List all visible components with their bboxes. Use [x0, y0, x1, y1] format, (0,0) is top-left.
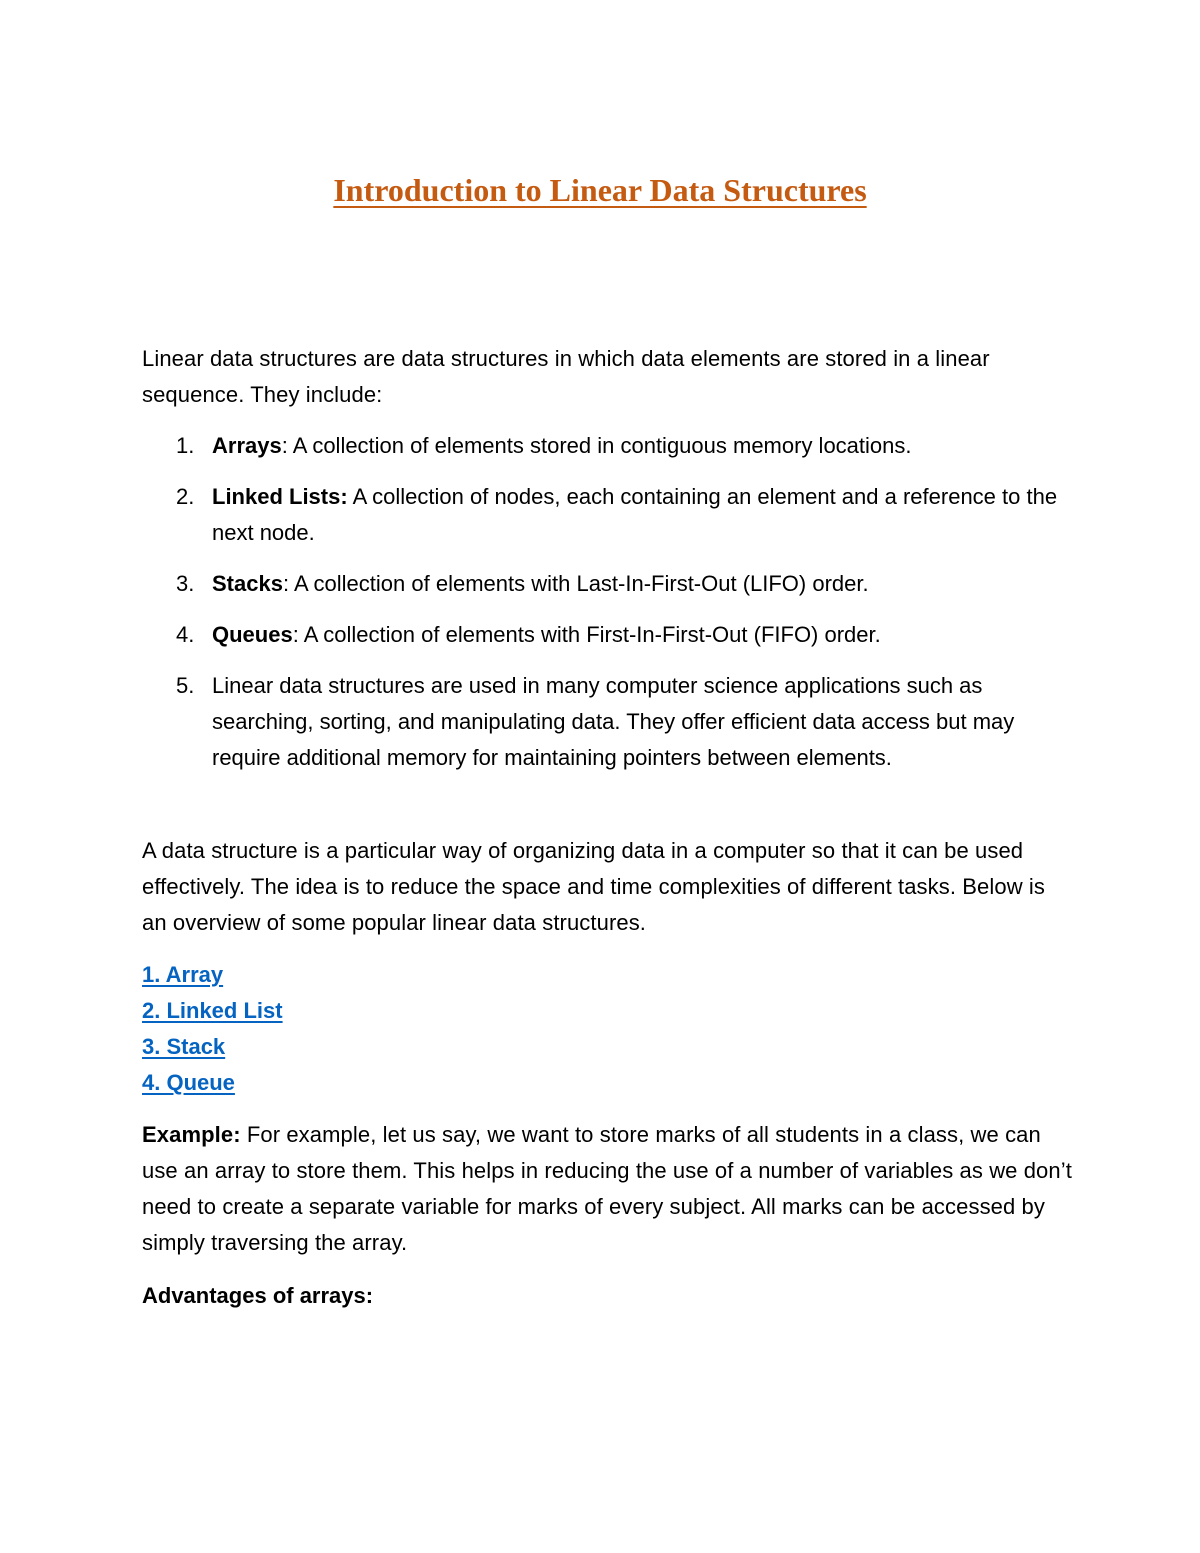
list-term: Linked Lists: [212, 484, 348, 509]
list-text: A collection of elements stored in contiguous memory locations. [287, 433, 912, 458]
list-term: Stacks [212, 571, 283, 596]
example-paragraph [142, 1117, 1072, 1261]
document-title: Introduction to Linear Data Structures [333, 172, 867, 208]
list-sep: : [282, 571, 290, 596]
link-list [142, 957, 742, 1101]
link-stack[interactable]: 3. Stack [142, 1034, 226, 1059]
list-item [142, 617, 1072, 653]
list-item [142, 479, 1072, 551]
list-text: A collection of elements with Last-In-First-Out (LIFO) order. [289, 571, 869, 596]
intro-paragraph: Linear data structures are data structures in which data elements are stored in a linear sequence. They include: [142, 346, 990, 407]
list-sep: : [281, 433, 288, 458]
list-item [142, 428, 1072, 464]
list-item [142, 668, 1072, 776]
list-term: Arrays [212, 433, 282, 458]
numbered-list [142, 428, 1072, 791]
advantages-heading: Advantages of arrays: [142, 1283, 374, 1308]
list-text: A collection of nodes, each containing an element and a reference to the next node. [212, 484, 1058, 545]
list-term: Queues [212, 622, 293, 647]
overview-paragraph: A data structure is a particular way of organizing data in a computer so that it can be used effectively. The idea is to reduce the space and time complexities of different tasks. Below is an overview of some popular linear data structures. [142, 838, 1046, 935]
list-number: 1. [176, 433, 195, 458]
link-array[interactable]: 1. Array [142, 962, 224, 987]
example-text: For example, let us say, we want to store marks of all students in a class, we can use an array to store them. This helps in reducing the use of a number of variables as we don’t need to create a separate variable for marks of every subject. All marks can be accessed by simply traversing the array. [142, 1122, 1072, 1255]
list-text: A collection of elements with First-In-First-Out (FIFO) order. [298, 622, 881, 647]
list-number: 5. [176, 673, 195, 698]
list-number: 3. [176, 571, 195, 596]
list-text: Linear data structures are used in many computer science applications such as searching, sorting, and manipulating data. They offer efficient data access but may require additional memory for maintaining pointers between elements. [212, 673, 1015, 770]
list-sep: : [292, 622, 299, 647]
list-item [142, 566, 1072, 602]
list-number: 4. [176, 622, 195, 647]
link-linked-list[interactable]: 2. Linked List [142, 998, 283, 1023]
list-number: 2. [176, 484, 195, 509]
example-label: Example: [142, 1122, 241, 1147]
link-queue[interactable]: 4. Queue [142, 1070, 235, 1095]
